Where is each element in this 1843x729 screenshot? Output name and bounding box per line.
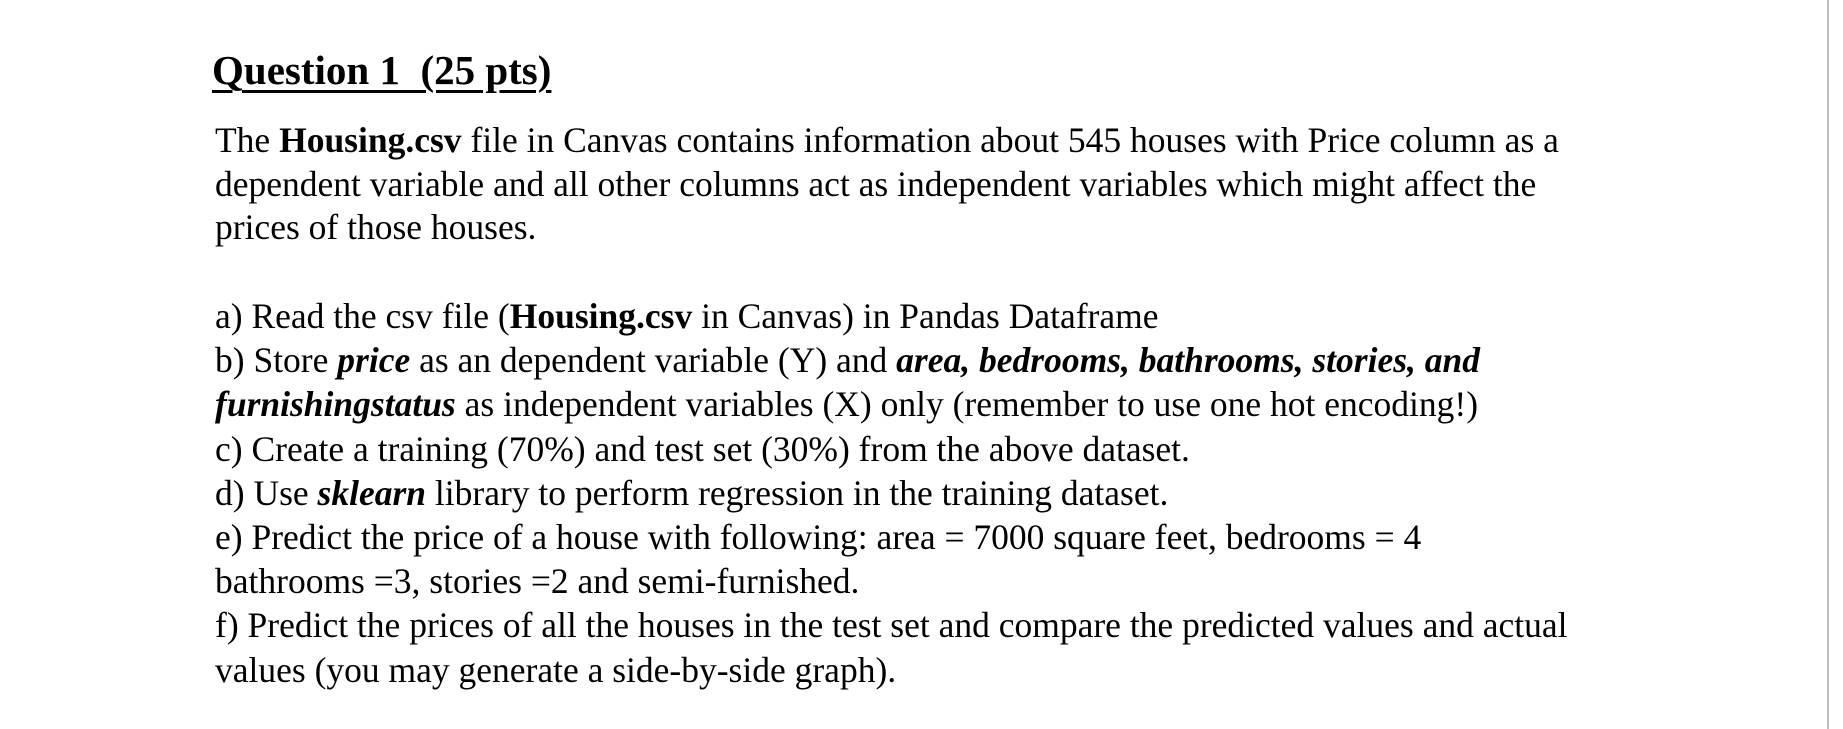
- task-a: [215, 294, 1815, 338]
- task-c: c) Create a training (70%) and test set (30%) from the above dataset.: [215, 428, 1190, 469]
- task-d: [215, 471, 1815, 515]
- file-name: Housing.csv: [509, 296, 693, 336]
- task-text: as independent variables (X) only (remember to use one hot encoding!): [455, 384, 1479, 425]
- task-text: a) Read the csv file (: [215, 296, 510, 336]
- page-edge-divider: [1827, 0, 1829, 729]
- intro-text: file in Canvas contains information about 545 houses with Price column as a: [461, 120, 1559, 160]
- task-text: in Canvas) in Pandas Dataframe: [692, 296, 1159, 336]
- file-name: Housing.csv: [279, 120, 462, 160]
- task-text: library to perform regression in the training dataset.: [426, 472, 1169, 513]
- intro-paragraph: [215, 119, 1815, 250]
- task-f-line-1: f) Predict the prices of all the houses in the test set and compare the predicted values and actual: [215, 605, 1568, 646]
- task-f-line-2: values (you may generate a side-by-side graph).: [215, 649, 897, 690]
- independent-variables-term: furnishingstatus: [215, 384, 456, 425]
- task-text: d) Use: [215, 472, 318, 513]
- intro-line-2: dependent variable and all other columns act as independent variables which might affect the: [215, 163, 1537, 204]
- independent-variables-term: area, bedrooms, bathrooms, stories, and: [896, 340, 1481, 381]
- task-text: b) Store: [215, 340, 338, 381]
- question-heading: Question 1 (25 pts): [212, 47, 552, 93]
- task-list: [215, 294, 1815, 692]
- task-text: as an dependent variable (Y) and: [410, 340, 897, 381]
- task-b-line-2: [215, 382, 1815, 426]
- intro-line-3: prices of those houses.: [215, 207, 537, 247]
- task-e-line-1: e) Predict the price of a house with following: area = 7000 square feet, bedrooms = 4: [215, 517, 1422, 558]
- task-e-line-2: bathrooms =3, stories =2 and semi-furnished.: [215, 561, 860, 602]
- intro-text: The: [215, 120, 280, 160]
- intro-line-1: [215, 119, 1815, 163]
- library-term: sklearn: [317, 472, 427, 513]
- task-b-line-1: [215, 338, 1815, 382]
- dependent-variable-term: price: [337, 340, 411, 381]
